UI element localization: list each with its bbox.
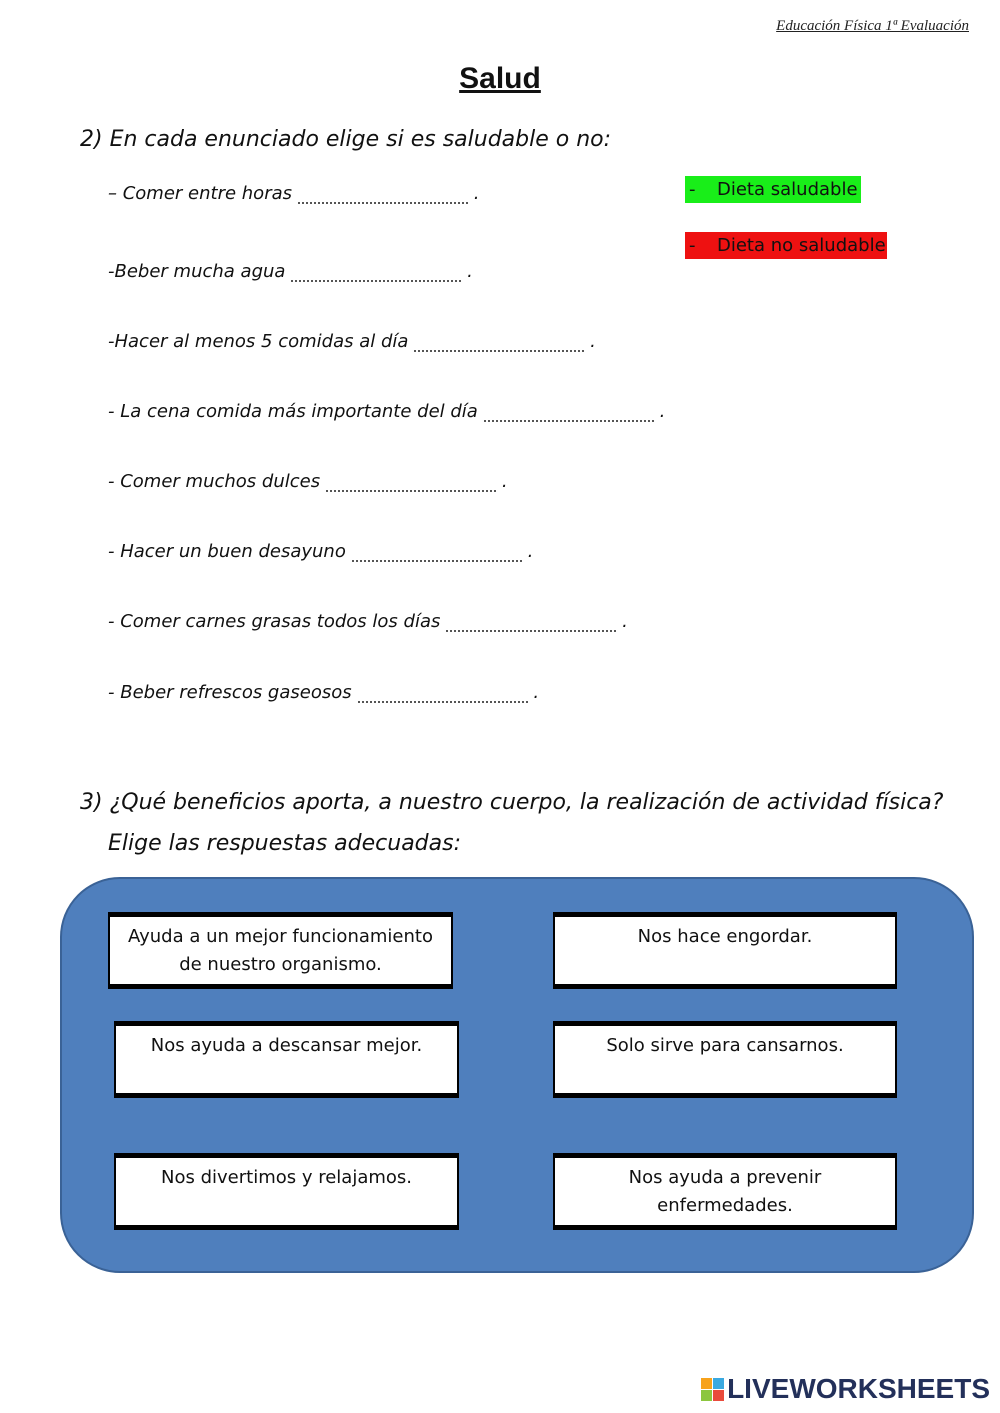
legend-unhealthy[interactable] — [685, 232, 887, 259]
answer-field[interactable] — [414, 328, 584, 352]
statement-text: - La cena comida más importante del día — [108, 401, 478, 422]
question-2-heading: 2) En cada enunciado elige si es saludable o no: — [80, 127, 612, 152]
legend-unhealthy-label: Dieta no saludable — [717, 235, 886, 256]
statement-3 — [108, 328, 596, 352]
statement-end: . — [501, 471, 508, 492]
brand-text: LIVEWORKSHEETS — [727, 1373, 990, 1404]
statement-text: - Comer carnes grasas todos los días — [108, 611, 441, 632]
statement-end: . — [659, 401, 666, 422]
option-fun-relax[interactable] — [114, 1153, 459, 1230]
statement-end: . — [590, 331, 596, 352]
option-gain-weight[interactable] — [553, 912, 897, 989]
statement-text: – Comer entre horas — [108, 183, 292, 204]
option-line: Solo sirve para cansarnos. — [606, 1035, 844, 1056]
option-line: enfermedades. — [657, 1195, 793, 1216]
brand-square — [713, 1390, 724, 1401]
statement-8 — [108, 679, 539, 703]
brand-square — [701, 1390, 712, 1401]
legend-healthy-label: Dieta saludable — [717, 179, 858, 200]
statement-text: - Hacer un buen desayuno — [108, 541, 346, 562]
statement-end: . — [473, 183, 480, 204]
legend-dash: - — [689, 179, 696, 200]
question-3-heading: 3) ¿Qué beneficios aporta, a nuestro cuerpo, la realización de actividad física? — [80, 790, 944, 815]
statement-text: - Beber refrescos gaseosos — [108, 682, 352, 703]
option-line: Nos ayuda a descansar mejor. — [150, 1035, 423, 1056]
answer-field[interactable] — [358, 679, 528, 703]
brand-square — [713, 1378, 724, 1389]
legend-dash: - — [689, 235, 696, 256]
statement-end: . — [527, 541, 534, 562]
course-header: Educación Física 1ª Evaluación — [776, 18, 969, 34]
option-better-functioning[interactable] — [108, 912, 453, 989]
statement-4 — [108, 398, 665, 422]
option-rest-better[interactable] — [114, 1021, 459, 1098]
statement-end: . — [533, 682, 540, 703]
option-prevent-disease[interactable] — [553, 1153, 897, 1230]
liveworksheets-logo — [701, 1373, 990, 1405]
page-title: Salud — [459, 62, 541, 95]
option-line: Nos ayuda a prevenir — [628, 1167, 822, 1188]
answer-field[interactable] — [352, 538, 522, 562]
option-line: Nos divertimos y relajamos. — [161, 1167, 412, 1188]
option-only-tires[interactable] — [553, 1021, 897, 1098]
statement-6 — [108, 538, 533, 562]
brand-square — [701, 1378, 712, 1389]
brand-squares-icon — [701, 1378, 724, 1401]
answer-field[interactable] — [446, 608, 616, 632]
statement-7 — [108, 608, 628, 632]
option-line: Nos hace engordar. — [637, 926, 813, 947]
answer-field[interactable] — [326, 468, 496, 492]
statement-text: -Hacer al menos 5 comidas al día — [108, 331, 409, 352]
option-line: Ayuda a un mejor funcionamiento — [128, 926, 433, 947]
statement-end: . — [467, 261, 473, 282]
statement-text: -Beber mucha agua — [108, 261, 286, 282]
statement-1 — [108, 180, 479, 204]
statement-2 — [108, 258, 473, 282]
answer-field[interactable] — [291, 258, 461, 282]
statement-text: - Comer muchos dulces — [108, 471, 321, 492]
answer-field[interactable] — [484, 398, 654, 422]
legend-healthy[interactable] — [685, 176, 861, 203]
question-3-instructions: Elige las respuestas adecuadas: — [108, 831, 461, 856]
statement-5 — [108, 468, 508, 492]
statement-end: . — [622, 611, 628, 632]
answer-field[interactable] — [298, 180, 468, 204]
option-line: de nuestro organismo. — [179, 954, 382, 975]
